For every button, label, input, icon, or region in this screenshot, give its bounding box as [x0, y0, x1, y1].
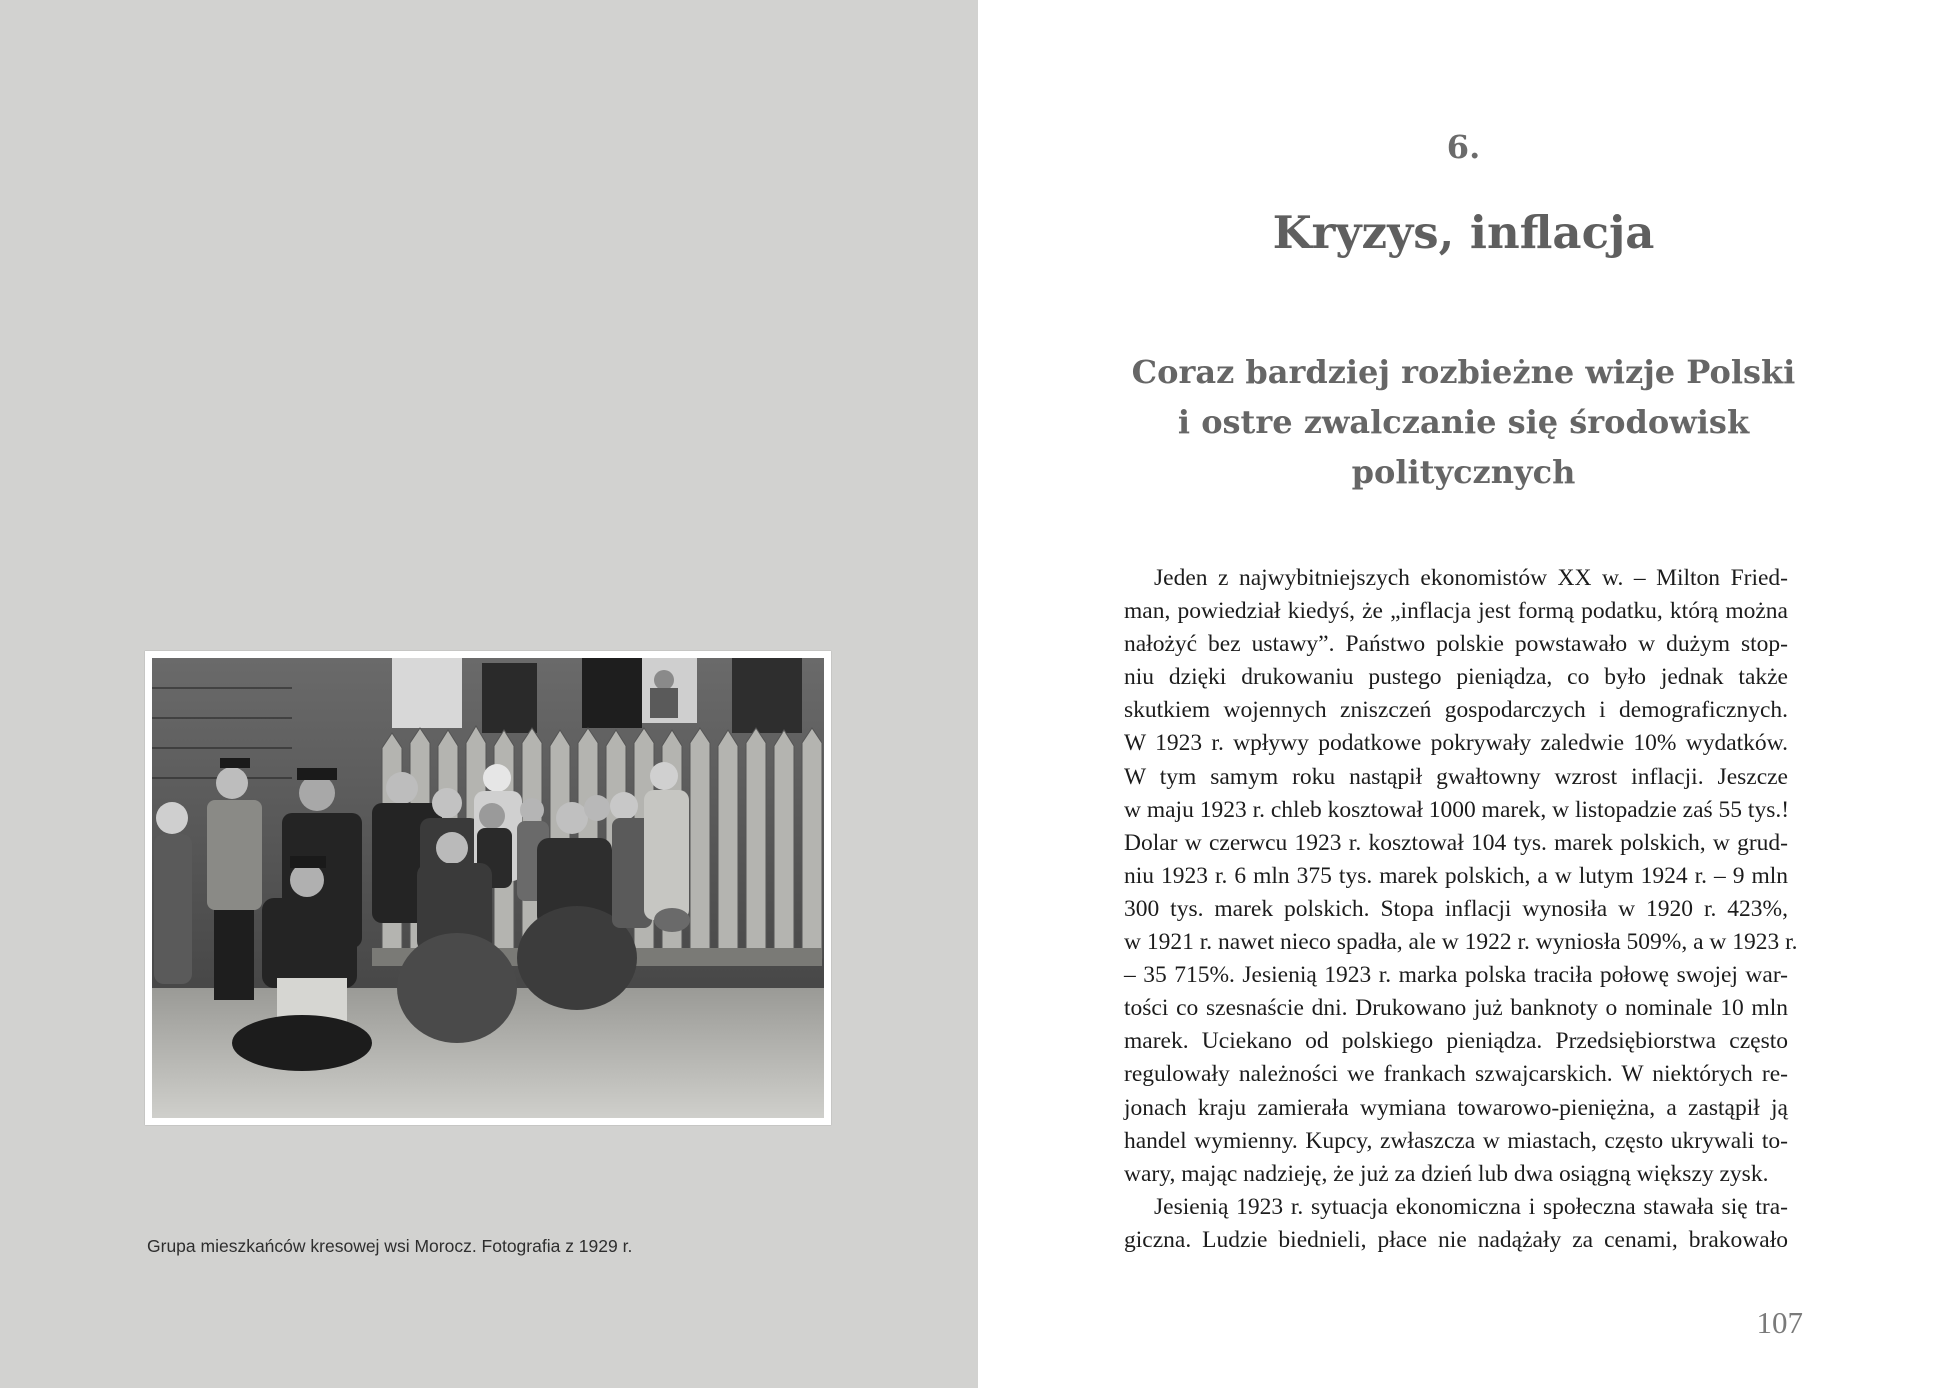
chapter-title: Kryzys, inflacja [1272, 206, 1655, 259]
text-line: regulowały należności we frankach szwajcarskich. W niektórych re- [1124, 1061, 1788, 1088]
text-line: handel wymienny. Kupcy, zwłaszcza w miastach, często ukrywali to- [1124, 1127, 1788, 1154]
text-line: man, powiedział kiedyś, że „inflacja jest formą podatku, którą można [1124, 598, 1788, 625]
chapter-subtitle [1098, 347, 1829, 497]
right-page [978, 0, 1949, 1388]
text-line: W tym samym roku nastąpił gwałtowny wzrost inflacji. Jeszcze [1124, 763, 1788, 790]
text-line: skutkiem wojennych zniszczeń gospodarczych i demograficznych. [1124, 697, 1788, 724]
text-line: jonach kraju zamierała wymiana towarowo-pieniężna, a zastąpił ją [1124, 1094, 1788, 1121]
text-line: Jeden z najwybitniejszych ekonomistów XX w. – Milton Fried- [1154, 565, 1788, 591]
photo-image [152, 658, 824, 1118]
photo-caption: Grupa mieszkańców kresowej wsi Morocz. Fotografia z 1929 r. [147, 1236, 633, 1256]
text-line: niu 1923 r. 6 mln 375 tys. marek polskich, a w lutym 1924 r. – 9 mln [1124, 862, 1788, 889]
text-line: Jesienią 1923 r. sytuacja ekonomiczna i społeczna stawała się tra- [1154, 1193, 1788, 1220]
paragraph [1124, 1191, 1788, 1257]
text-line: 300 tys. marek polskich. Stopa inflacji wynosiła w 1920 r. 423%, [1124, 895, 1788, 922]
subtitle-line: politycznych [1351, 453, 1576, 491]
text-line: tości co szesnaście dni. Drukowano już banknoty o nominale 10 mln [1124, 995, 1788, 1022]
text-line: – 35 715%. Jesienią 1923 r. marka polska traciła połowę swojej war- [1124, 962, 1788, 989]
text-line: w maju 1923 r. chleb kosztował 1000 marek, w listopadzie zaś 55 tys.! [1124, 796, 1790, 823]
text-line: nałożyć bez ustawy”. Państwo polskie powstawało w dużym stop- [1124, 631, 1788, 658]
subtitle-line: i ostre zwalczanie się środowisk [1177, 403, 1750, 441]
paragraph [1124, 562, 1798, 1191]
page-number: 107 [1756, 1305, 1803, 1340]
text-line: w 1921 r. nawet nieco spadła, ale w 1922 r. wyniosła 509%, a w 1923 r. [1124, 929, 1798, 956]
text-line: giczna. Ludzie biednieli, płace nie nadążały za cenami, brakowało [1124, 1226, 1788, 1253]
text-line: wary, mając nadzieję, że już za dzień lub dwa osiągną większy zysk. [1124, 1160, 1769, 1187]
text-line: W 1923 r. wpływy podatkowe pokrywały zaledwie 10% wydatków. [1124, 730, 1788, 757]
text-line: niu dzięki drukowaniu pustego pieniądza, co było jednak także [1124, 664, 1788, 691]
historical-photo [145, 651, 831, 1125]
body-text [1124, 562, 1798, 1257]
text-line: Dolar w czerwcu 1923 r. kosztował 104 tys. marek polskich, w grud- [1124, 829, 1788, 856]
chapter-number: 6. [1446, 128, 1481, 166]
text-line: marek. Uciekano od polskiego pieniądza. Przedsiębiorstwa często [1124, 1028, 1788, 1055]
subtitle-line: Coraz bardziej rozbieżne wizje Polski [1131, 353, 1796, 391]
